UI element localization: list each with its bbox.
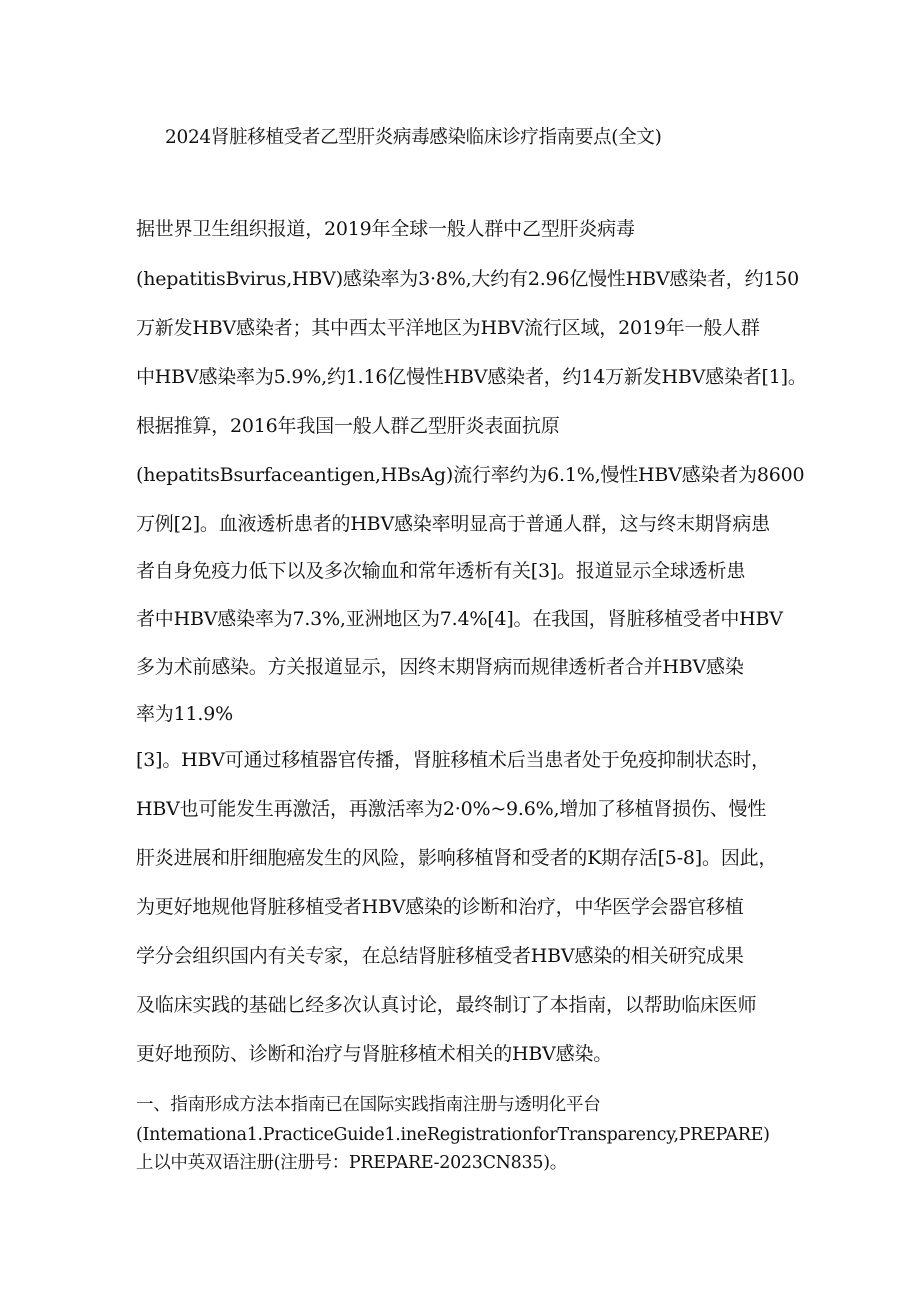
paragraph-line: 中HBV感染率为5.9%,约1.16亿慢性HBV感染者，约14万新发HBV感染者[1]。 <box>136 366 807 388</box>
paragraph-line: (hepatitisBvirus,HBV)感染率为3·8%,大约有2.96亿慢性HBV感染者，约150 <box>136 268 800 290</box>
paragraph-line: 万新发HBV感染者；其中西太平洋地区为HBV流行区域，2019年一般人群 <box>136 317 760 339</box>
paragraph-line: 多为术前感染。方关报道显示，因终末期肾病而规律透析者合并HBV感染 <box>136 656 744 678</box>
document-title: 2024肾脏移植受者乙型肝炎病毒感染临床诊疗指南要点(全文) <box>165 127 662 148</box>
paragraph-line: 及临床实践的基础匕经多次认真讨论，最终制订了本指南，以帮助临床医师 <box>136 994 757 1016</box>
paragraph-line: 万例[2]。血液透析患者的HBV感染率明显高于普通人群，这与终末期肾病患 <box>136 513 770 535</box>
paragraph-line: 率为11.9% <box>136 703 233 725</box>
paragraph-line: HBV也可能发生再激活，再激活率为2·0%~9.6%,增加了移植肾损伤、慢性 <box>136 798 767 820</box>
paragraph-line: 据世界卫生组织报道，2019年全球一般人群中乙型肝炎病毒 <box>136 218 635 240</box>
paragraph-line: 根据推算，2016年我国一般人群乙型肝炎表面抗原 <box>136 415 560 437</box>
paragraph-line: 更好地预防、诊断和治疗与肾脏移植术相关的HBV感染。 <box>136 1043 613 1065</box>
paragraph-line: (Intemationa1.PracticeGuide1.ineRegistrationforTransparency,PREPARE) <box>136 1125 770 1145</box>
section-heading-line: 一、指南形成方法本指南已在国际实践指南注册与透明化平台 <box>136 1095 601 1115</box>
paragraph-line: (hepatitsBsurfaceantigen,HBsAg)流行率约为6.1%,慢性HBV感染者为8600 <box>136 464 805 486</box>
paragraph-line: 肝炎进展和肝细胞癌发生的风险，影响移植肾和受者的K期存活[5-8]。因此， <box>136 847 778 869</box>
paragraph-line: [3]。HBV可通过移植器官传播，肾脏移植术后当患者处于免疫抑制状态时， <box>136 749 770 771</box>
paragraph-line: 者自身免疫力低下以及多次输血和常年透析有关[3]。报道显示全球透析患 <box>136 560 746 582</box>
paragraph-line: 上以中英双语注册(注册号：PREPARE-2023CN835)。 <box>136 1153 567 1173</box>
paragraph-line: 为更好地规他肾脏移植受者HBV感染的诊断和治疗，中华医学会器官移植 <box>136 896 744 918</box>
paragraph-line: 者中HBV感染率为7.3%,亚洲地区为7.4%[4]。在我国，肾脏移植受者中HBV <box>136 608 783 630</box>
paragraph-line: 学分会组织国内有关专家，在总结肾脏移植受者HBV感染的相关研究成果 <box>136 945 744 967</box>
